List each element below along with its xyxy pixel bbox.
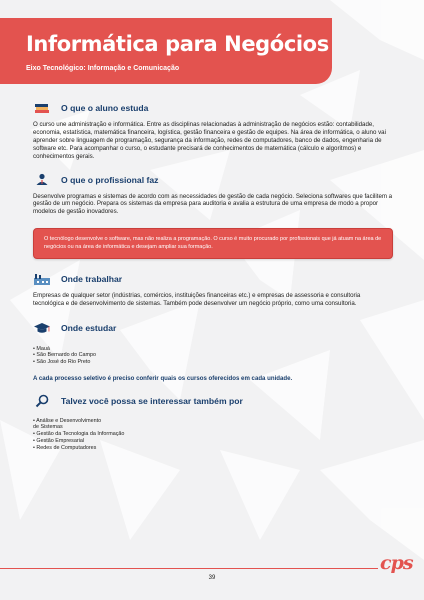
section-title-work: Onde trabalhar: [61, 273, 123, 284]
campus-list: [33, 346, 393, 366]
magnifier-icon: [33, 394, 51, 408]
section-heading-professional: [33, 172, 393, 188]
section-body-work: Empresas de qualquer setor (indústrias, comércios, instituições financeiras etc.) e empresas de assessoria e consultoria tecnológica e de desenvolvimento de sistemas. Também pode desenvolver um negócio próprio, como uma consultoria.: [33, 291, 361, 307]
cps-logo: cps: [380, 552, 413, 574]
list-item: • São José do Rio Preto: [33, 359, 91, 366]
section-body-studies: O curso une administração e informática. Entre as disciplinas relacionadas à administração de negócios estão: contabilidade, economia, estatística, matemática financeira, logística, gestão financeira e gestão de equipes. Na área de informática, o aluno vai aprender sobre linguagem de programação, segurança da informação, redes de computadores, banco de dados, engenharia de software etc. Para acompanhar o curso, o estudante precisará de conhecimentos de matemática (cálculo e algoritmos) e conhecimentos gerais.: [33, 121, 386, 160]
books-icon: [33, 101, 51, 115]
list-item: • Redes de Computadores: [33, 444, 97, 451]
section-body-professional: Desenvolve programas e sistemas de acordo com as necessidades de gestão de cada negócio. Seleciona softwares que facilitem a gestão de um negócio. Prepara os sistemas da empresa para auditoria e avalia a estrutura de uma empresa de modo a propor modelos de gestão inovadores.: [33, 192, 393, 216]
list-item: • Gestão Empresarial: [33, 437, 85, 444]
page-header: [0, 18, 332, 84]
list-item: • Análise e Desenvolvimento: [33, 417, 102, 424]
main-content: [33, 100, 393, 451]
factory-icon: [33, 272, 51, 286]
highlight-callout: O tecnólogo desenvolve o software, mas não realiza a programação. O curso é muito procurado por profissionais que já atuam na área de negócios ou na área de informática e desejam ampliar sua formação.: [33, 228, 393, 259]
section-heading-where-study: [33, 320, 393, 336]
section-heading-studies: [33, 100, 393, 116]
footer-divider: [0, 568, 378, 569]
list-item: • Mauá: [33, 345, 50, 352]
list-item: • São Bernardo do Campo: [33, 352, 97, 359]
page-number: 39: [208, 575, 216, 581]
graduation-cap-icon: [33, 321, 51, 335]
page-subtitle: Eixo Tecnológico: Informação e Comunicação: [26, 65, 180, 72]
related-courses-list: [33, 418, 393, 452]
section-title-where-study: Onde estudar: [61, 322, 117, 333]
list-item: de Sistemas: [33, 424, 63, 431]
section-heading-related: [33, 393, 393, 409]
section-title-related: Talvez você possa se interessar também por: [61, 395, 243, 406]
section-title-professional: O que o profissional faz: [61, 174, 159, 185]
section-title-studies: O que o aluno estuda: [61, 103, 149, 113]
professional-icon: [33, 173, 51, 187]
list-item: • Gestão da Tecnologia da Informação: [33, 431, 125, 438]
selection-note: A cada processo seletivo é preciso conferir quais os cursos oferecidos em cada unidade.: [33, 374, 293, 382]
page-title: Informática para Negócios: [26, 32, 329, 56]
section-heading-work: [33, 271, 393, 287]
